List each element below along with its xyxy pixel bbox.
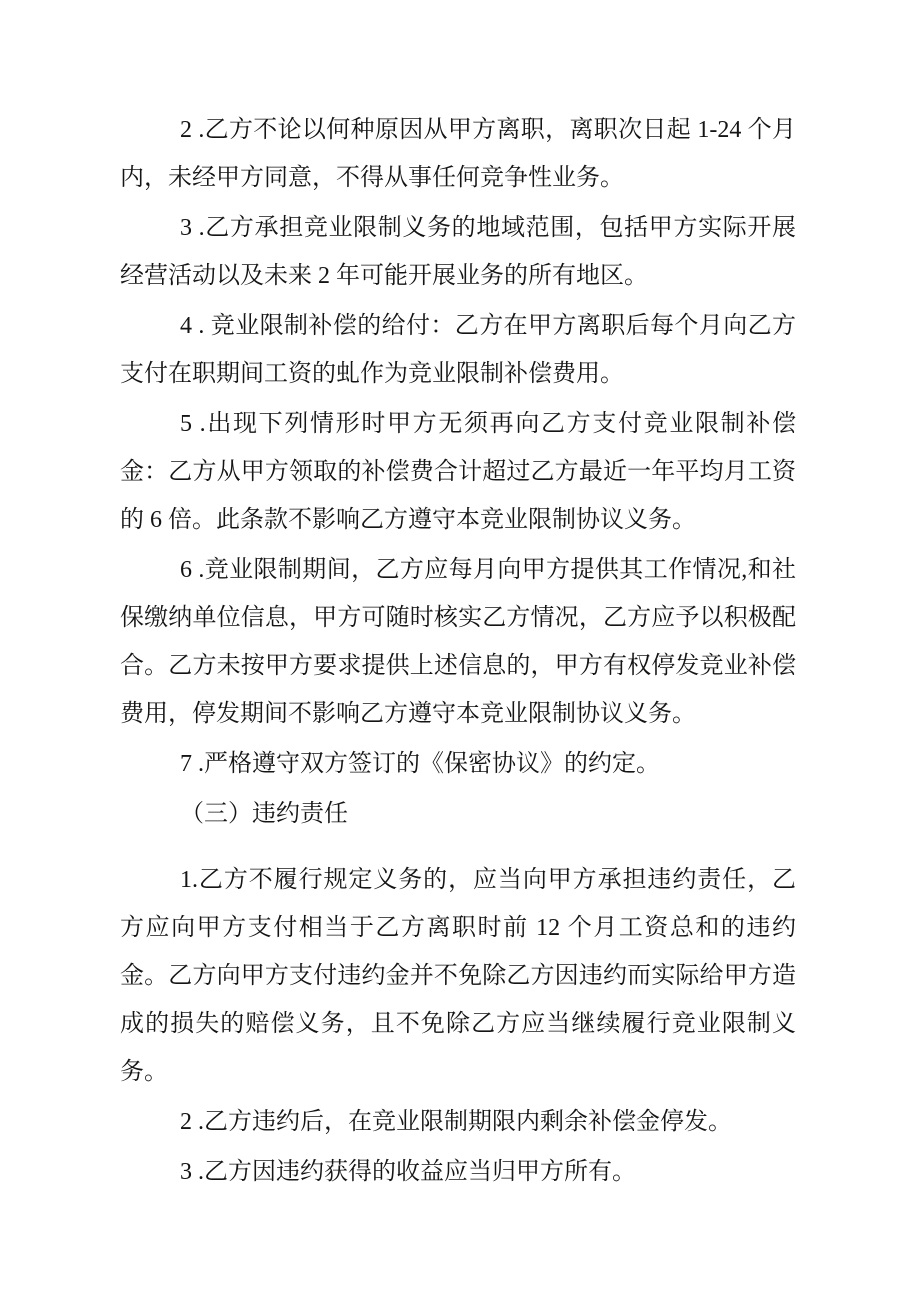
clause-2-resignation-restriction: 2 .乙方不论以何种原因从甲方离职，离职次日起 1-24 个月内，未经甲方同意，不得从事任何竞争性业务。 [120, 117, 796, 191]
clause-6-monthly-reporting: 6 .竞业限制期间，乙方应每月向甲方提供其工作情况,和社保缴纳单位信息，甲方可随时核实乙方情况，乙方应予以积极配合。乙方未按甲方要求提供上述信息的，甲方有权停发竞业补偿费用，停发期间不影响乙方遵守本竞业限制协议义务。 [120, 557, 796, 727]
clause-5-compensation-exemption: 5 .出现下列情形时甲方无须再向乙方支付竞业限制补偿金：乙方从甲方领取的补偿费合计超过乙方最近一年平均月工资的 6 倍。此条款不影响乙方遵守本竞业限制协议义务。 [120, 411, 796, 533]
section-heading-breach-liability: （三）违约责任 [180, 801, 348, 827]
clause-4-compensation-payment: 4 . 竞业限制补偿的给付：乙方在甲方离职后每个月向乙方支付在职期间工资的虬作为竞业限制补偿费用。 [120, 313, 796, 387]
clause-3-geographic-scope: 3 .乙方承担竞业限制义务的地域范围，包括甲方实际开展经营活动以及未来 2 年可能开展业务的所有地区。 [120, 215, 796, 289]
clause-3-breach-income-ownership: 3 .乙方因违约获得的收益应当归甲方所有。 [180, 1159, 636, 1185]
document-body [120, 106, 796, 1198]
clause-2-breach-stop-payment: 2 .乙方违约后，在竞业限制期限内剩余补偿金停发。 [180, 1109, 732, 1135]
clause-1-breach-penalty: 1.乙方不履行规定义务的，应当向甲方承担违约责任，乙方应向甲方支付相当于乙方离职时前 12 个月工资总和的违约金。乙方向甲方支付违约金并不免除乙方因违约而实际给甲方造成的损失的赔偿义务，且不免除乙方应当继续履行竞业限制义务。 [120, 867, 796, 1085]
clause-7-confidentiality-agreement: 7 .严格遵守双方签订的《保密协议》的约定。 [180, 751, 660, 777]
